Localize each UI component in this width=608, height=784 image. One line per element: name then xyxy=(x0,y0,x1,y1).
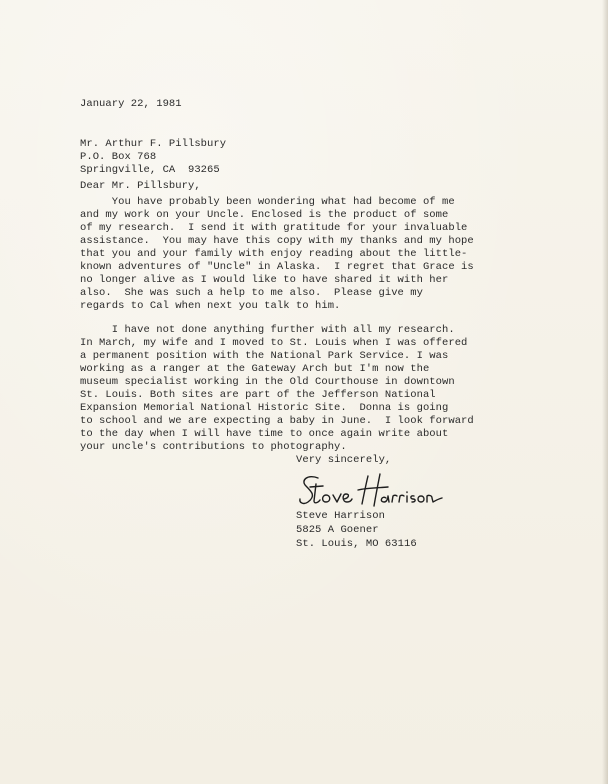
recipient-name: Mr. Arthur F. Pillsbury xyxy=(80,138,227,150)
sender-name: Steve Harrison xyxy=(296,510,385,522)
page-edge-shadow xyxy=(602,0,608,784)
sender-street: 5825 A Goener xyxy=(296,524,379,536)
paragraph-2-line: Expansion Memorial National Historic Site. Donna is going xyxy=(80,402,449,414)
recipient-po-box: P.O. Box 768 xyxy=(80,151,157,163)
paragraph-2-line: I have not done anything further with all my research. xyxy=(80,324,455,336)
paragraph-2-line: In March, my wife and I moved to St. Louis when I was offered xyxy=(80,337,468,349)
letter-date: January 22, 1981 xyxy=(80,98,182,110)
paragraph-2-line: a permanent position with the National Park Service. I was xyxy=(80,350,449,362)
closing: Very sincerely, xyxy=(296,454,392,466)
paragraph-1-line: known adventures of "Uncle" in Alaska. I regret that Grace is xyxy=(80,261,474,273)
paragraph-2-line: St. Louis. Both sites are part of the Jefferson National xyxy=(80,389,436,401)
handwritten-signature xyxy=(296,468,456,512)
salutation: Dear Mr. Pillsbury, xyxy=(80,180,201,192)
paragraph-2-line: working as a ranger at the Gateway Arch but I'm now the xyxy=(80,363,430,375)
paragraph-2-line: to the day when I will have time to once again write about xyxy=(80,428,449,440)
paragraph-1-line: You have probably been wondering what had become of me xyxy=(80,196,455,208)
sender-city: St. Louis, MO 63116 xyxy=(296,538,417,550)
paragraph-1-line: no longer alive as I would like to have shared it with her xyxy=(80,274,449,286)
paragraph-1-line: of my research. I send it with gratitude for your invaluable xyxy=(80,222,468,234)
paragraph-1-line: also. She was such a help to me also. Please give my xyxy=(80,287,423,299)
paragraph-2-line: to school and we are expecting a baby in June. I look forward xyxy=(80,415,474,427)
paragraph-2-line: your uncle's contributions to photography. xyxy=(80,441,347,453)
paragraph-2-line: museum specialist working in the Old Courthouse in downtown xyxy=(80,376,455,388)
paragraph-1-line: and my work on your Uncle. Enclosed is the product of some xyxy=(80,209,449,221)
paragraph-1-line: regards to Cal when next you talk to him. xyxy=(80,300,341,312)
paragraph-1-line: assistance. You may have this copy with my thanks and my hope xyxy=(80,235,474,247)
paragraph-1-line: that you and your family with enjoy reading about the little- xyxy=(80,248,468,260)
recipient-city: Springville, CA 93265 xyxy=(80,164,220,176)
